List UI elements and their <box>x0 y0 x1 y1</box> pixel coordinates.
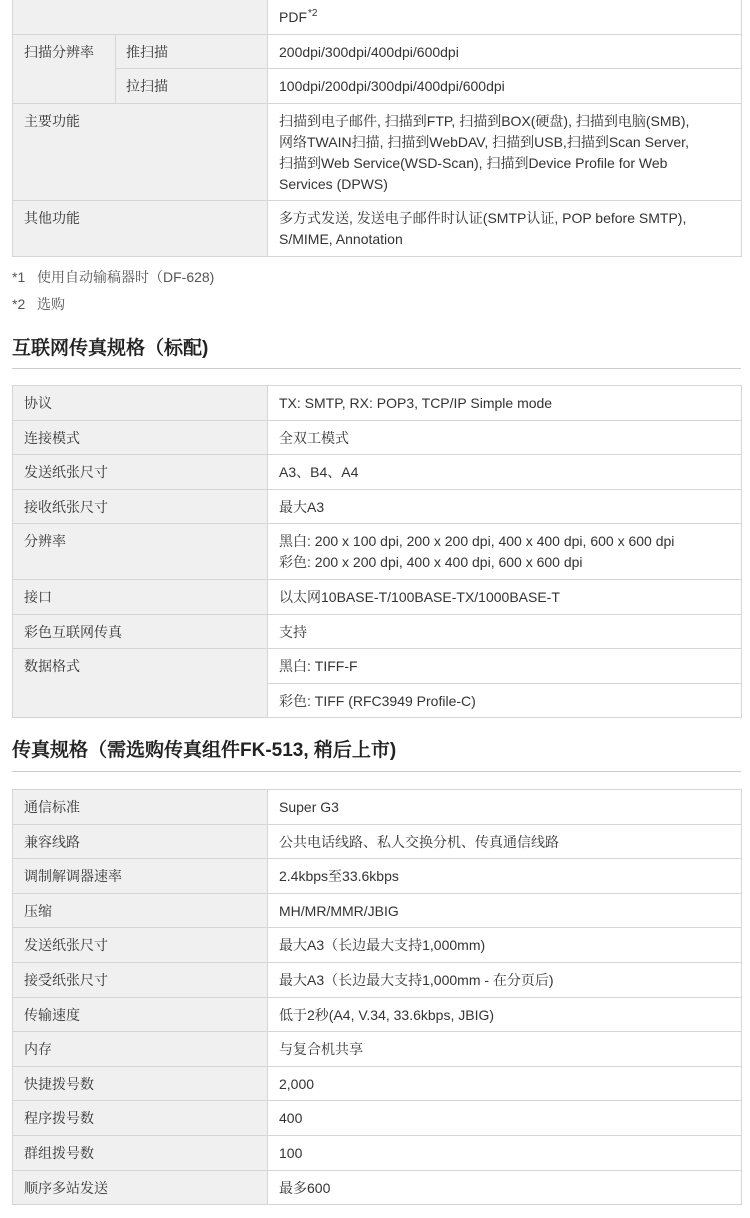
spec-value <box>268 683 742 718</box>
spec-value <box>268 790 742 825</box>
spec-value-text: Services (DPWS) <box>279 175 388 192</box>
footnotes <box>12 267 741 315</box>
spec-row <box>13 649 742 684</box>
spec-label: 接收纸张尺寸 <box>13 489 268 524</box>
spec-label: 其他功能 <box>13 201 268 257</box>
spec-value <box>268 893 742 928</box>
spec-label: 程序拨号数 <box>13 1101 268 1136</box>
spec-value-text: 黑白: TIFF-F <box>279 658 358 675</box>
spec-value-text: 黑白: 200 x 100 dpi, 200 x 200 dpi, 400 x 400 dpi, 600 x 600 dpi <box>279 533 675 550</box>
footnote-mark: *2 <box>12 296 26 312</box>
spec-label: 分辨率 <box>13 524 268 580</box>
spec-value <box>268 928 742 963</box>
spec-label: 主要功能 <box>13 103 268 201</box>
spec-row <box>13 824 742 859</box>
spec-value-text: 全双工模式 <box>279 429 349 446</box>
internet-fax-spec-table <box>12 385 742 718</box>
spec-value-text: 彩色: TIFF (RFC3949 Profile-C) <box>279 692 476 709</box>
footnote-ref: *2 <box>308 8 318 20</box>
spec-value-text: Super G3 <box>279 799 339 815</box>
footnote-text: 选购 <box>37 296 65 312</box>
footnote <box>12 267 741 288</box>
spec-value <box>268 489 742 524</box>
scan-spec-table <box>12 0 742 257</box>
spec-sublabel: 拉扫描 <box>116 69 268 104</box>
spec-value <box>268 69 742 104</box>
spec-row <box>13 1135 742 1170</box>
spec-value-text: 100dpi/200dpi/300dpi/400dpi/600dpi <box>279 78 505 95</box>
spec-value-text: 彩色: 200 x 200 dpi, 400 x 400 dpi, 600 x 600 dpi <box>279 554 583 571</box>
spec-label: 协议 <box>13 386 268 421</box>
spec-label: 发送纸张尺寸 <box>13 928 268 963</box>
spec-row <box>13 579 742 614</box>
spec-row <box>13 1170 742 1205</box>
spec-value-text: MH/MR/MMR/JBIG <box>279 902 399 919</box>
spec-value <box>268 1170 742 1205</box>
spec-value-text: 公共电话线路、私人交换分机、传真通信线路 <box>279 833 559 850</box>
spec-row <box>13 1032 742 1067</box>
spec-row <box>13 455 742 490</box>
spec-row <box>13 928 742 963</box>
spec-row <box>13 524 742 580</box>
spec-value-text: 2,000 <box>279 1075 315 1092</box>
spec-row <box>13 34 742 69</box>
spec-row <box>13 489 742 524</box>
spec-row <box>13 103 742 201</box>
spec-label: 快捷拨号数 <box>13 1066 268 1101</box>
spec-value <box>268 997 742 1032</box>
spec-value-text: 最大A3（长边最大支持1,000mm) <box>279 937 486 954</box>
spec-value <box>268 614 742 649</box>
footnote-mark: *1 <box>12 269 26 285</box>
section-title: 互联网传真规格（标配) <box>12 338 209 359</box>
spec-label: 内存 <box>13 1032 268 1067</box>
spec-row <box>13 201 742 257</box>
spec-value <box>268 579 742 614</box>
spec-row <box>13 1066 742 1101</box>
spec-value <box>268 1135 742 1170</box>
spec-label: 传输速度 <box>13 997 268 1032</box>
spec-value-text: 与复合机共享 <box>279 1041 363 1058</box>
spec-label: 兼容线路 <box>13 824 268 859</box>
spec-label: 数据格式 <box>13 649 268 718</box>
spec-value <box>268 649 742 684</box>
spec-value-text: 100 <box>279 1144 303 1161</box>
spec-value-text: 网络TWAIN扫描, 扫描到WebDAV, 扫描到USB,扫描到Scan Server, <box>279 133 689 150</box>
spec-label: 群组拨号数 <box>13 1135 268 1170</box>
spec-value-text: 200dpi/300dpi/400dpi/600dpi <box>279 43 459 60</box>
spec-value-text: 支持 <box>279 623 307 640</box>
spec-row <box>13 0 742 34</box>
spec-value-text: 以太网10BASE-T/100BASE-TX/1000BASE-T <box>279 588 560 605</box>
spec-value-line <box>279 7 731 28</box>
spec-row <box>13 997 742 1032</box>
spec-value-text: 最大A3 <box>279 498 325 515</box>
spec-value <box>268 824 742 859</box>
spec-value-text: 低于2秒(A4, V.34, 33.6kbps, JBIG) <box>279 1006 495 1023</box>
footnote <box>12 294 741 315</box>
internet-fax-section <box>12 385 741 718</box>
spec-row <box>13 859 742 894</box>
spec-value-text: 2.4kbps至33.6kbps <box>279 868 399 885</box>
spec-row <box>13 614 742 649</box>
spec-value-text: 多方式发送, 发送电子邮件时认证(SMTP认证, POP before SMTP), <box>279 210 687 227</box>
spec-value-text: S/MIME, Annotation <box>279 231 403 248</box>
spec-label: 扫描分辨率 <box>13 34 116 103</box>
spec-value <box>268 1032 742 1067</box>
spec-value <box>268 524 742 580</box>
spec-row <box>13 420 742 455</box>
spec-row <box>13 962 742 997</box>
spec-value <box>268 201 742 257</box>
spec-value <box>268 455 742 490</box>
spec-value <box>268 34 742 69</box>
spec-value <box>268 0 742 34</box>
spec-label: 接口 <box>13 579 268 614</box>
spec-label: 调制解调器速率 <box>13 859 268 894</box>
spec-value-text: 扫描到电子邮件, 扫描到FTP, 扫描到BOX(硬盘), 扫描到电脑(SMB), <box>279 112 690 129</box>
spec-value <box>268 859 742 894</box>
spec-label <box>13 0 268 34</box>
section-divider <box>12 368 741 369</box>
spec-value <box>268 103 742 201</box>
spec-label: 接受纸张尺寸 <box>13 962 268 997</box>
spec-label: 发送纸张尺寸 <box>13 455 268 490</box>
section-title: 传真规格（需选购传真组件FK-513, 稍后上市) <box>12 740 397 761</box>
spec-label: 彩色互联网传真 <box>13 614 268 649</box>
footnote-text: 使用自动输稿器时（DF-628) <box>37 269 215 285</box>
spec-value <box>268 1101 742 1136</box>
spec-value-text: PDF <box>279 9 307 25</box>
spec-sublabel: 推扫描 <box>116 34 268 69</box>
spec-value-text: 扫描到Web Service(WSD-Scan), 扫描到Device Profile for Web <box>279 154 668 171</box>
spec-label: 顺序多站发送 <box>13 1170 268 1205</box>
spec-row <box>13 386 742 421</box>
spec-value <box>268 962 742 997</box>
spec-label: 连接模式 <box>13 420 268 455</box>
spec-row <box>13 790 742 825</box>
spec-value-text: 最大A3（长边最大支持1,000mm - 在分页后) <box>279 971 554 988</box>
spec-value-text: 最多600 <box>279 1179 331 1196</box>
spec-row <box>13 893 742 928</box>
spec-value <box>268 420 742 455</box>
spec-label: 压缩 <box>13 893 268 928</box>
spec-value-text: A3、B4、A4 <box>279 464 359 481</box>
fax-spec-table <box>12 789 742 1205</box>
scan-spec-section <box>12 0 741 257</box>
spec-value <box>268 386 742 421</box>
spec-label: 通信标准 <box>13 790 268 825</box>
spec-row <box>13 1101 742 1136</box>
spec-value <box>268 1066 742 1101</box>
spec-row <box>13 69 742 104</box>
section-divider <box>12 771 741 772</box>
spec-value-text: 400 <box>279 1110 303 1127</box>
spec-value-text: TX: SMTP, RX: POP3, TCP/IP Simple mode <box>279 395 553 411</box>
fax-section <box>12 789 741 1205</box>
